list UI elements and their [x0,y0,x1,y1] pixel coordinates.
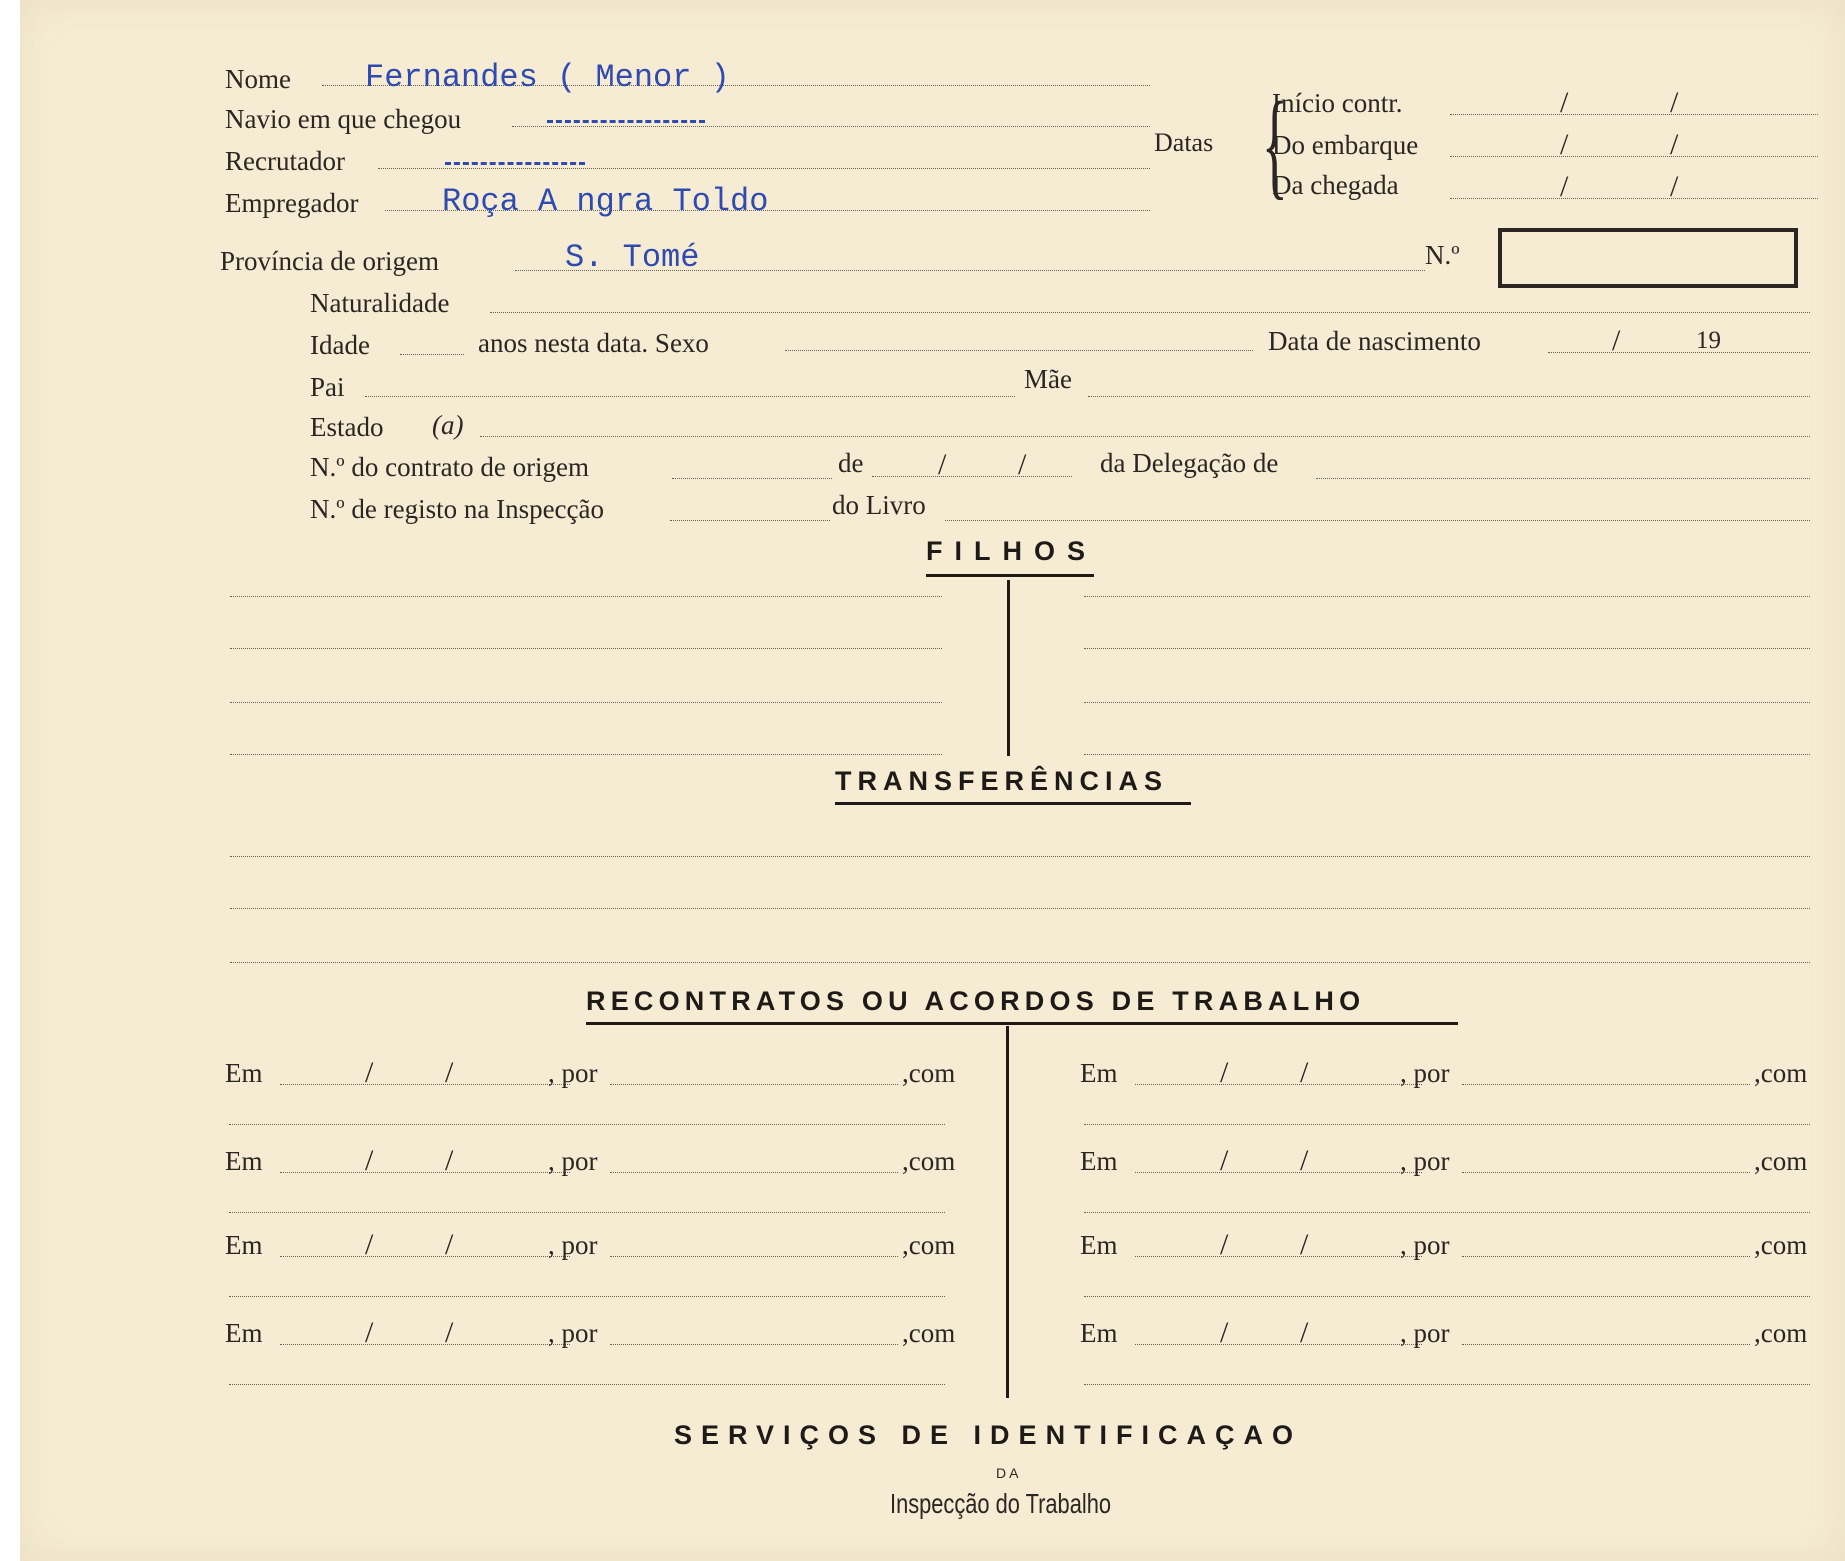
filhos-right-line-1[interactable] [1084,596,1810,597]
recontrato-right-4-com-line[interactable] [1084,1384,1810,1385]
inicio-label: Início contr. [1272,88,1403,118]
mae-label: Mãe [1024,364,1072,394]
nascimento-line[interactable] [1548,352,1810,353]
embarque-line[interactable] [1450,156,1818,157]
recontrato-left-2-date-line[interactable] [280,1172,570,1173]
naturalidade-line[interactable] [490,312,1810,313]
filhos-right-line-3[interactable] [1084,702,1810,703]
filhos-right-line-4[interactable] [1084,754,1810,755]
navio-dash-mark [547,120,705,123]
chegada-line[interactable] [1450,198,1818,199]
recontrato-right-3-date-line[interactable] [1135,1256,1422,1257]
contrato-line[interactable] [672,478,832,479]
filhos-underline [926,574,1094,577]
idade-label: Idade [310,330,370,360]
contrato-label: N.º do contrato de origem [310,452,590,482]
recrutador-label: Recrutador [225,146,345,176]
inicio-line[interactable] [1450,114,1818,115]
transferencias-line-3[interactable] [230,962,1810,963]
anos-sexo-label: anos nesta data. Sexo [478,328,709,358]
recontratos-heading: RECONTRATOS OU ACORDOS DE TRABALHO [586,986,1366,1016]
recontrato-right-2-em: Em [1080,1146,1118,1176]
provincia-value: S. Tomé [565,239,700,276]
recontrato-left-2-por-line[interactable] [610,1172,898,1173]
datas-brace: { [1261,77,1288,210]
filhos-left-line-3[interactable] [230,702,942,703]
nascimento-slash: / [1612,324,1621,357]
recontrato-left-3-por: , por [548,1230,598,1260]
idade-line[interactable] [400,354,464,355]
recontrato-left-4-slash-1: / [365,1316,374,1349]
contrato-de-label: de [838,448,864,478]
recontrato-right-4-com: ,com [1754,1318,1808,1348]
recontrato-left-4-em: Em [225,1318,263,1348]
identification-card [20,0,1845,1561]
recontrato-right-1-com: ,com [1754,1058,1808,1088]
recontrato-left-2-com: ,com [902,1146,956,1176]
recontrato-left-2-slash-2: / [445,1144,454,1177]
transferencias-line-2[interactable] [230,908,1810,909]
recontrato-left-3-slash-1: / [365,1228,374,1261]
estado-note: (a) [432,410,464,440]
navio-line[interactable] [512,126,1150,127]
recontrato-right-4-por-line[interactable] [1462,1344,1750,1345]
transferencias-line-1[interactable] [230,856,1810,857]
recontrato-right-1-date-line[interactable] [1135,1084,1422,1085]
recontrato-left-1-slash-2: / [445,1056,454,1089]
contrato-slash-1: / [938,448,947,481]
recontrato-left-4-date-line[interactable] [280,1344,570,1345]
numero-box[interactable] [1498,228,1798,288]
servicos-heading: SERVIÇOS DE IDENTIFICAÇAO [674,1420,1303,1450]
pai-line[interactable] [365,396,1015,397]
recontrato-right-3-por-line[interactable] [1462,1256,1750,1257]
recontrato-left-4-por-line[interactable] [610,1344,898,1345]
empregador-value: Roça A ngra Toldo [442,183,769,220]
recontrato-right-2-com-line[interactable] [1084,1212,1810,1213]
embarque-slash-2: / [1670,128,1679,161]
estado-label: Estado [310,412,384,442]
filhos-divider [1007,580,1010,756]
recontrato-left-2-slash-1: / [365,1144,374,1177]
recontrato-right-4-por: , por [1400,1318,1450,1348]
recontrato-right-2-date-line[interactable] [1135,1172,1422,1173]
recontrato-right-3-slash-1: / [1220,1228,1229,1261]
embarque-label: Do embarque [1272,130,1419,160]
nome-label: Nome [225,64,291,94]
estado-line[interactable] [480,436,1810,437]
pai-label: Pai [310,372,345,402]
filhos-left-line-1[interactable] [230,596,942,597]
recontrato-right-4-slash-1: / [1220,1316,1229,1349]
recontrato-left-2-em: Em [225,1146,263,1176]
recontrato-left-1-date-line[interactable] [280,1084,570,1085]
inicio-slash-1: / [1560,86,1569,119]
filhos-right-line-2[interactable] [1084,648,1810,649]
recontrato-right-1-em: Em [1080,1058,1118,1088]
filhos-left-line-4[interactable] [230,754,942,755]
nascimento-label: Data de nascimento [1268,326,1481,356]
embarque-slash-1: / [1560,128,1569,161]
delegacao-label: da Delegação de [1100,448,1279,478]
recontrato-left-1-por: , por [548,1058,598,1088]
sexo-line[interactable] [785,350,1253,351]
recontrato-left-1-slash-1: / [365,1056,374,1089]
recontrato-right-3-em: Em [1080,1230,1118,1260]
recontrato-right-3-por: , por [1400,1230,1450,1260]
recontrato-left-1-por-line[interactable] [610,1084,898,1085]
recontrato-left-1-em: Em [225,1058,263,1088]
recontrato-right-4-em: Em [1080,1318,1118,1348]
recontrato-left-2-com-line[interactable] [229,1212,945,1213]
filhos-heading: FILHOS [926,536,1097,566]
recontrato-right-3-com: ,com [1754,1230,1808,1260]
nome-value: Fernandes ( Menor ) [365,59,730,96]
recontrato-left-3-slash-2: / [445,1228,454,1261]
datas-label: Datas [1154,128,1214,157]
registo-label: N.º de registo na Inspecção [310,494,605,524]
nascimento-year-prefix: 19 [1696,327,1721,354]
recontrato-left-2-por: , por [548,1146,598,1176]
inicio-slash-2: / [1670,86,1679,119]
empregador-label: Empregador [225,188,359,218]
recontrato-right-1-slash-2: / [1300,1056,1309,1089]
recontrato-right-1-por: , por [1400,1058,1450,1088]
numero-label: N.º [1425,240,1460,270]
chegada-label: Da chegada [1272,170,1399,200]
recontrato-left-3-em: Em [225,1230,263,1260]
recontrato-right-2-por: , por [1400,1146,1450,1176]
recontrato-right-4-date-line[interactable] [1135,1344,1422,1345]
livro-label: do Livro [832,490,926,520]
recontrato-left-4-por: , por [548,1318,598,1348]
chegada-slash-2: / [1670,170,1679,203]
recontrato-right-2-com: ,com [1754,1146,1808,1176]
naturalidade-label: Naturalidade [310,288,450,318]
footer-inspeccao: Inspecção do Trabalho [890,1488,1111,1519]
contrato-slash-2: / [1018,448,1027,481]
mae-line[interactable] [1088,396,1810,397]
recontrato-right-2-slash-2: / [1300,1144,1309,1177]
recontratos-divider [1006,1026,1009,1398]
recontrato-left-4-com-line[interactable] [229,1384,945,1385]
recrutador-dash-mark [445,162,585,165]
delegacao-line[interactable] [1316,478,1810,479]
navio-label: Navio em que chegou [225,104,462,134]
recontrato-right-4-slash-2: / [1300,1316,1309,1349]
recontrato-right-2-slash-1: / [1220,1144,1229,1177]
provincia-label: Província de origem [220,246,439,276]
recontrato-left-4-com: ,com [902,1318,956,1348]
chegada-slash-1: / [1560,170,1569,203]
recontrato-left-1-com: ,com [902,1058,956,1088]
recontrato-left-1-com-line[interactable] [229,1124,945,1125]
registo-line[interactable] [670,520,830,521]
livro-line[interactable] [945,520,1810,521]
transferencias-heading: TRANSFERÊNCIAS [835,766,1169,796]
recontrato-right-1-slash-1: / [1220,1056,1229,1089]
recontratos-underline [586,1022,1458,1025]
footer-da: DA [996,1465,1022,1481]
recontrato-right-3-slash-2: / [1300,1228,1309,1261]
recontrato-right-1-com-line[interactable] [1084,1124,1810,1125]
recontrato-left-3-com: ,com [902,1230,956,1260]
recontrato-right-1-por-line[interactable] [1462,1084,1750,1085]
recontrato-left-3-date-line[interactable] [280,1256,570,1257]
contrato-date-line[interactable] [872,476,1072,477]
filhos-left-line-2[interactable] [230,648,942,649]
recontrato-right-2-por-line[interactable] [1462,1172,1750,1173]
recrutador-line[interactable] [378,168,1150,169]
recontrato-left-4-slash-2: / [445,1316,454,1349]
recontrato-left-3-por-line[interactable] [610,1256,898,1257]
recontrato-left-3-com-line[interactable] [229,1296,945,1297]
transferencias-underline [835,802,1191,805]
recontrato-right-3-com-line[interactable] [1084,1296,1810,1297]
